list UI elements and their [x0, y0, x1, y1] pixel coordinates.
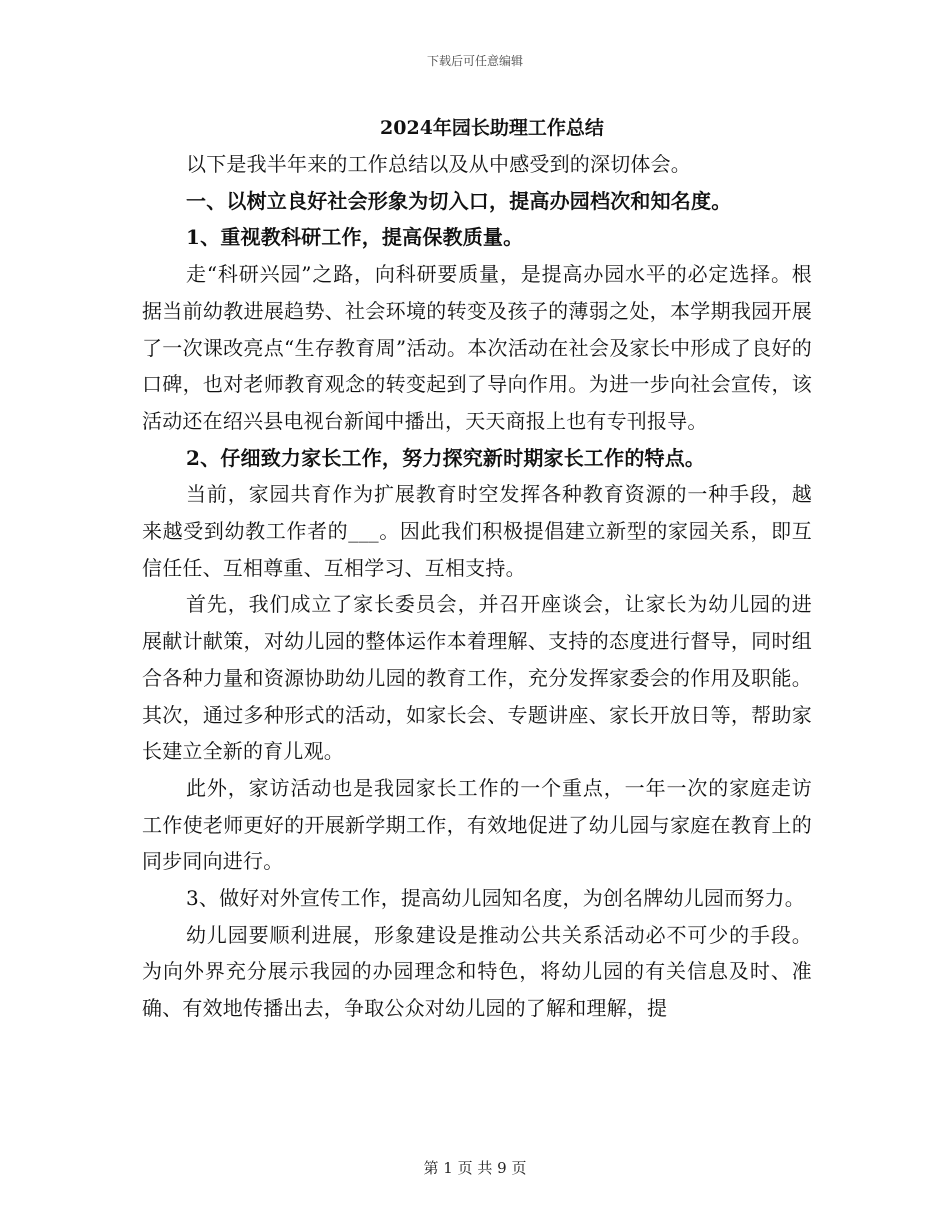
- document-body: [142, 112, 812, 1027]
- paragraph-home-visits: 此外，家访活动也是我园家长工作的一个重点，一年一次的家庭走访工作使老师更好的开展新学期工作，有效地促进了幼儿园与家庭在教育上的同步同向进行。: [142, 775, 812, 874]
- paragraph-parents-committee: 首先，我们成立了家长委员会，并召开座谈会，让家长为幼儿园的进展献计献策，对幼儿园的整体运作本着理解、支持的态度进行督导，同时组合各种力量和资源协助幼儿园的教育工作，充分发挥家委会的作用及职能。其次，通过多种形式的活动，如家长会、专题讲座、家长开放日等，帮助家长建立全新的育儿观。: [142, 592, 812, 764]
- subheading-1: 1、重视教科研工作，提高保教质量。: [186, 225, 524, 250]
- page-header-note: 下载后可任意编辑: [426, 54, 523, 68]
- subheading-2: 2、仔细致力家长工作，努力探究新时期家长工作的特点。: [186, 445, 706, 470]
- paragraph-publicity: 幼儿园要顺利进展，形象建设是推动公共关系活动必不可少的手段。为向外界充分展示我园的办园理念和特色，将幼儿园的有关信息及时、准确、有效地传播出去，争取公众对幼儿园的了解和理解，提: [142, 922, 812, 1021]
- paragraph-research: 走“科研兴园”之路，向科研要质量，是提高办园水平的必定选择。根据当前幼教进展趋势、社会环境的转变及孩子的薄弱之处，本学期我园开展了一次课改亮点“生存教育周”活动。本次活动在社会及家长中形成了良好的口碑，也对老师教育观念的转变起到了导向作用。为进一步向社会宣传，该活动还在绍兴县电视台新闻中播出，天天商报上也有专刊报导。: [142, 262, 812, 433]
- paragraph-intro: 以下是我半年来的工作总结以及从中感受到的深切体会。: [186, 152, 691, 176]
- paragraph-parents-intro: 当前，家园共育作为扩展教育时空发挥各种教育资源的一种手段，越来越受到幼教工作者的___。因此我们积极提倡建立新型的家园关系，即互信任任、互相尊重、互相学习、互相支持。: [142, 482, 812, 580]
- document-title: 2024年园长助理工作总结: [380, 117, 604, 139]
- heading-section-1: 一、以树立良好社会形象为切入口，提高办园档次和知名度。: [186, 188, 732, 213]
- page-footer: 第 1 页 共 9 页: [423, 1159, 527, 1177]
- subheading-3: 3、做好对外宣传工作，提高幼儿园知名度，为创名牌幼儿园而努力。: [186, 886, 805, 911]
